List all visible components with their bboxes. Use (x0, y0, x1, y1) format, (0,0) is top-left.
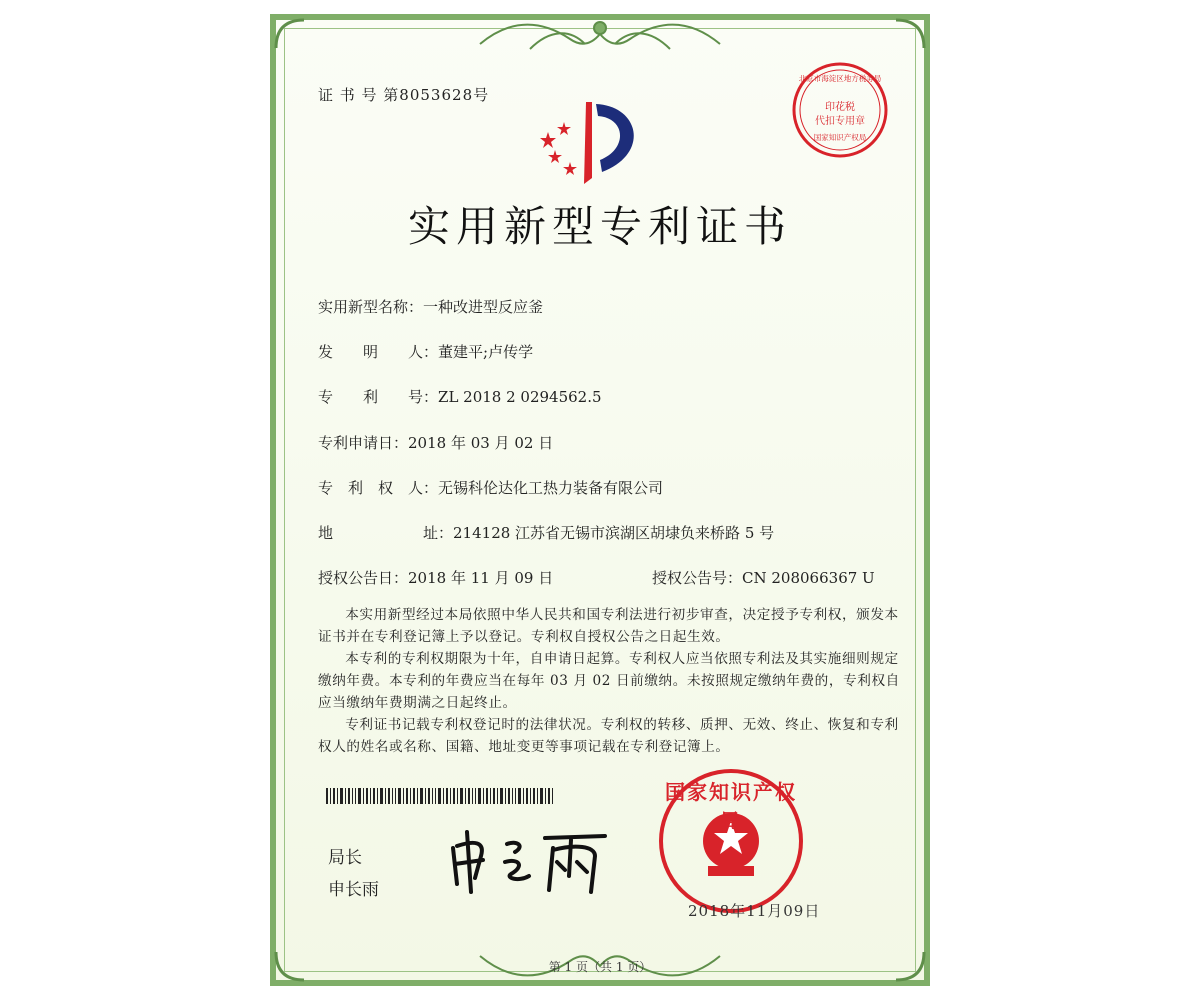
director-title: 局长 (328, 848, 362, 868)
certificate-title: 实用新型专利证书 (407, 202, 792, 251)
tax-seal-line2: 代扣专用章 (815, 116, 865, 127)
address-row (318, 522, 774, 543)
field-label: 授权公告号： (652, 569, 743, 587)
official-seal-text: 国家知识产权局 (665, 780, 797, 833)
patent-number: ZL 2018 2 0294562.5 (438, 388, 602, 406)
director-name: 申长雨 (328, 880, 379, 900)
patent-certificate (270, 14, 930, 986)
official-seal (656, 766, 806, 916)
field-label: 发 明 人： (318, 343, 439, 361)
tax-seal-bottom-text: 国家知识产权局 (813, 133, 867, 142)
corner-ornament-icon (270, 14, 310, 54)
filing-date: 2018 年 03 月 02 日 (408, 434, 554, 452)
grant-announcement-date: 2018 年 11 月 09 日 (408, 569, 554, 587)
patent-office-logo-icon (540, 94, 660, 184)
tax-stamp-seal (790, 60, 890, 160)
barcode-icon (326, 788, 556, 804)
utility-model-name-row (318, 296, 543, 317)
director-signature-icon (445, 826, 615, 896)
patentee-address: 214128 江苏省无锡市滨湖区胡埭负来桥路 5 号 (453, 524, 775, 542)
director-block (328, 842, 379, 906)
body-paragraph: 专利证书记载专利权登记时的法律状况。专利权的转移、质押、无效、终止、恢复和专利权人的姓名或名称、国籍、地址变更等事项记载在专利登记簿上。 (318, 717, 899, 755)
field-label: 授权公告日： (318, 569, 409, 587)
inventor-names: 董建平;卢传学 (438, 343, 534, 361)
patentee-name: 无锡科伦达化工热力装备有限公司 (438, 479, 664, 497)
tax-seal-outer-text: 北京市海淀区地方税务局 (798, 74, 882, 83)
field-label: 专利申请日： (318, 434, 409, 452)
grant-announcement-number: CN 208066367 U (742, 569, 875, 587)
grant-announcement-number-row (652, 567, 875, 588)
field-label: 专 利 权 人： (318, 479, 439, 497)
certificate-body-text (318, 604, 908, 758)
corner-ornament-icon (890, 14, 930, 54)
field-label: 实用新型名称： (318, 298, 424, 316)
certificate-number: 证 书 号 第8053628号 (318, 86, 490, 104)
patent-number-row (318, 386, 602, 407)
tax-seal-line1: 印花税 (825, 102, 855, 113)
utility-model-name: 一种改进型反应釜 (423, 298, 544, 316)
patentee-row (318, 477, 663, 498)
field-label: 地 址： (318, 524, 454, 542)
filing-date-row (318, 432, 553, 453)
grant-announcement-date-row (318, 567, 553, 588)
field-label: 专 利 号： (318, 388, 439, 406)
seal-date-stamp: 2018年11月09日 (688, 902, 821, 920)
body-paragraph: 本专利的专利权期限为十年，自申请日起算。专利权人应当依照专利法及其实施细则规定缴纳年费。本专利的年费应当在每年 03 月 02 日前缴纳。未按照规定缴纳年费的，专利权自应当缴纳年费期满之日起终止。 (318, 651, 900, 711)
page-number: 第 1 页（共 1 页） (548, 960, 652, 974)
top-ornament-icon (470, 14, 730, 54)
body-paragraph: 本实用新型经过本局依照中华人民共和国专利法进行初步审查，决定授予专利权，颁发本证书并在专利登记簿上予以登记。专利权自授权公告之日起生效。 (318, 607, 899, 645)
inventor-row (318, 341, 533, 362)
